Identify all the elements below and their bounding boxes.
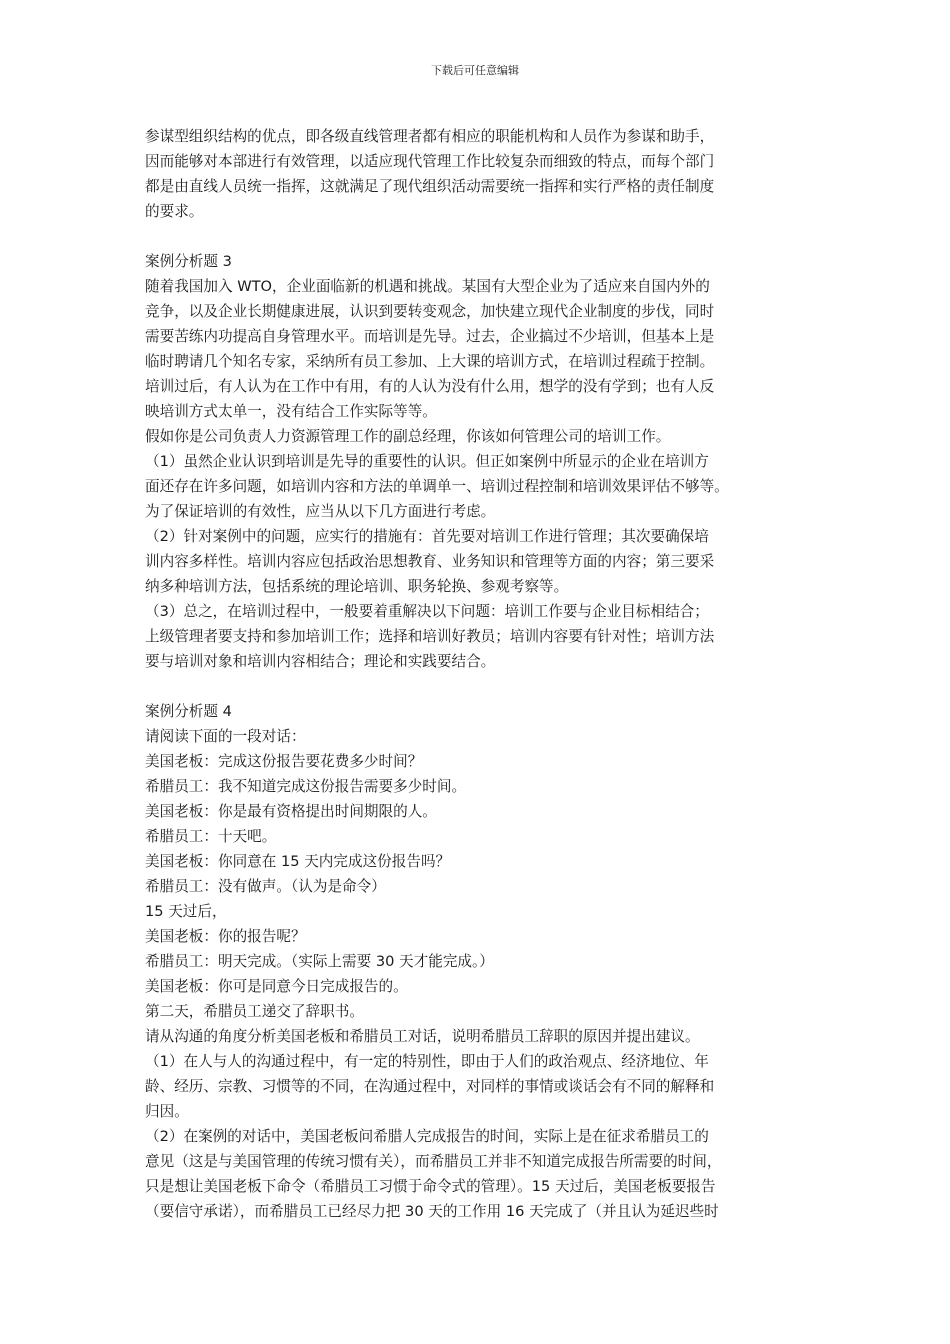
answer-line: 上级管理者要支持和参加培训工作；选择和培训好教员；培训内容要有针对性；培训方法	[145, 628, 715, 645]
header-text: 下载后可任意编辑	[431, 64, 519, 77]
question-line: 请从沟通的角度分析美国老板和希腊员工对话，说明希腊员工辞职的原因并提出建议。	[145, 1028, 700, 1045]
section-org-structure	[145, 124, 815, 224]
answer-line: 要与培训对象和培训内容相结合；理论和实践要结合。	[145, 653, 496, 670]
paragraph-line: 请阅读下面的一段对话：	[145, 728, 306, 745]
answer-line: （1）虽然企业认识到培训是先导的重要性的认识。但正如案例中所显示的企业在培训方	[145, 453, 709, 470]
paragraph-line: 的要求。	[145, 203, 204, 220]
paragraph-line: 参谋型组织结构的优点，即各级直线管理者都有相应的职能机构和人员作为参谋和助手，	[145, 128, 715, 145]
paragraph-line: 15 天过后，	[145, 903, 227, 920]
section-heading: 案例分析题 3	[145, 253, 232, 270]
question-line: 假如你是公司负责人力资源管理工作的副总经理，你该如何管理公司的培训工作。	[145, 428, 671, 445]
dialogue-line: 希腊员工：我不知道完成这份报告需要多少时间。	[145, 778, 467, 795]
dialogue-line: 美国老板：你的报告呢？	[145, 928, 306, 945]
section-case-4	[145, 699, 815, 1224]
answer-line: 意见（这是与美国管理的传统习惯有关），而希腊员工并非不知道完成报告所需要的时间，	[145, 1153, 722, 1170]
dialogue-line: 美国老板：完成这份报告要花费多少时间？	[145, 753, 423, 770]
paragraph-gap	[145, 224, 815, 249]
paragraph-line: 都是由直线人员统一指挥，这就满足了现代组织活动需要统一指挥和实行严格的责任制度	[145, 178, 715, 195]
paragraph-line: 映培训方式太单一，没有结合工作实际等等。	[145, 403, 437, 420]
answer-line: 只是想让美国老板下命令（希腊员工习惯于命令式的管理）。15 天过后，美国老板要报告	[145, 1178, 716, 1195]
answer-line: 龄、经历、宗教、习惯等的不同，在沟通过程中，对同样的事情或谈话会有不同的解释和	[145, 1078, 715, 1095]
section-heading: 案例分析题 4	[145, 703, 232, 720]
paragraph-line: 因而能够对本部进行有效管理，以适应现代管理工作比较复杂而细致的特点，而每个部门	[145, 153, 715, 170]
document-body	[145, 124, 815, 1224]
paragraph-line: 随着我国加入 WTO，企业面临新的机遇和挑战。某国有大型企业为了适应来自国内外的	[145, 278, 710, 295]
section-case-3	[145, 249, 815, 674]
answer-line: 训内容多样性。培训内容应包括政治思想教育、业务知识和管理等方面的内容；第三要采	[145, 553, 715, 570]
answer-line: 为了保证培训的有效性，应当从以下几方面进行考虑。	[145, 503, 496, 520]
dialogue-line: 希腊员工：十天吧。	[145, 828, 277, 845]
answer-line: （2）在案例的对话中，美国老板问希腊人完成报告的时间，实际上是在征求希腊员工的	[145, 1128, 709, 1145]
dialogue-line: 希腊员工：没有做声。（认为是命令）	[145, 878, 386, 895]
paragraph-line: 培训过后，有人认为在工作中有用，有的人认为没有什么用，想学的没有学到；也有人反	[145, 378, 715, 395]
dialogue-line: 希腊员工：明天完成。（实际上需要 30 天才能完成。）	[145, 953, 494, 970]
paragraph-gap	[145, 674, 815, 699]
answer-line: （1）在人与人的沟通过程中，有一定的特别性，即由于人们的政治观点、经济地位、年	[145, 1053, 709, 1070]
answer-line: 纳多种培训方法，包括系统的理论培训、职务轮换、参观考察等。	[145, 578, 569, 595]
page-header	[0, 63, 950, 79]
answer-line: （要信守承诺），而希腊员工已经尽力把 30 天的工作用 16 天完成了（并且认为延迟些时	[145, 1203, 719, 1220]
dialogue-line: 美国老板：你可是同意今日完成报告的。	[145, 978, 408, 995]
dialogue-line: 美国老板：你是最有资格提出时间期限的人。	[145, 803, 437, 820]
answer-line: （2）针对案例中的问题，应实行的措施有：首先要对培训工作进行管理；其次要确保培	[145, 528, 709, 545]
paragraph-line: 需要苦练内功提高自身管理水平。而培训是先导。过去，企业搞过不少培训，但基本上是	[145, 328, 715, 345]
dialogue-line: 美国老板：你同意在 15 天内完成这份报告吗？	[145, 853, 451, 870]
answer-line: （3）总之，在培训过程中，一般要着重解决以下问题：培训工作要与企业目标相结合；	[145, 603, 709, 620]
paragraph-line: 临时聘请几个知名专家，采纳所有员工参加、上大课的培训方式，在培训过程疏于控制。	[145, 353, 715, 370]
paragraph-line: 第二天，希腊员工递交了辞职书。	[145, 1003, 364, 1020]
answer-line: 归因。	[145, 1103, 189, 1120]
answer-line: 面还存在许多问题，如培训内容和方法的单调单一、培训过程控制和培训效果评估不够等。	[145, 478, 729, 495]
paragraph-line: 竞争，以及企业长期健康进展，认识到要转变观念，加快建立现代企业制度的步伐，同时	[145, 303, 715, 320]
